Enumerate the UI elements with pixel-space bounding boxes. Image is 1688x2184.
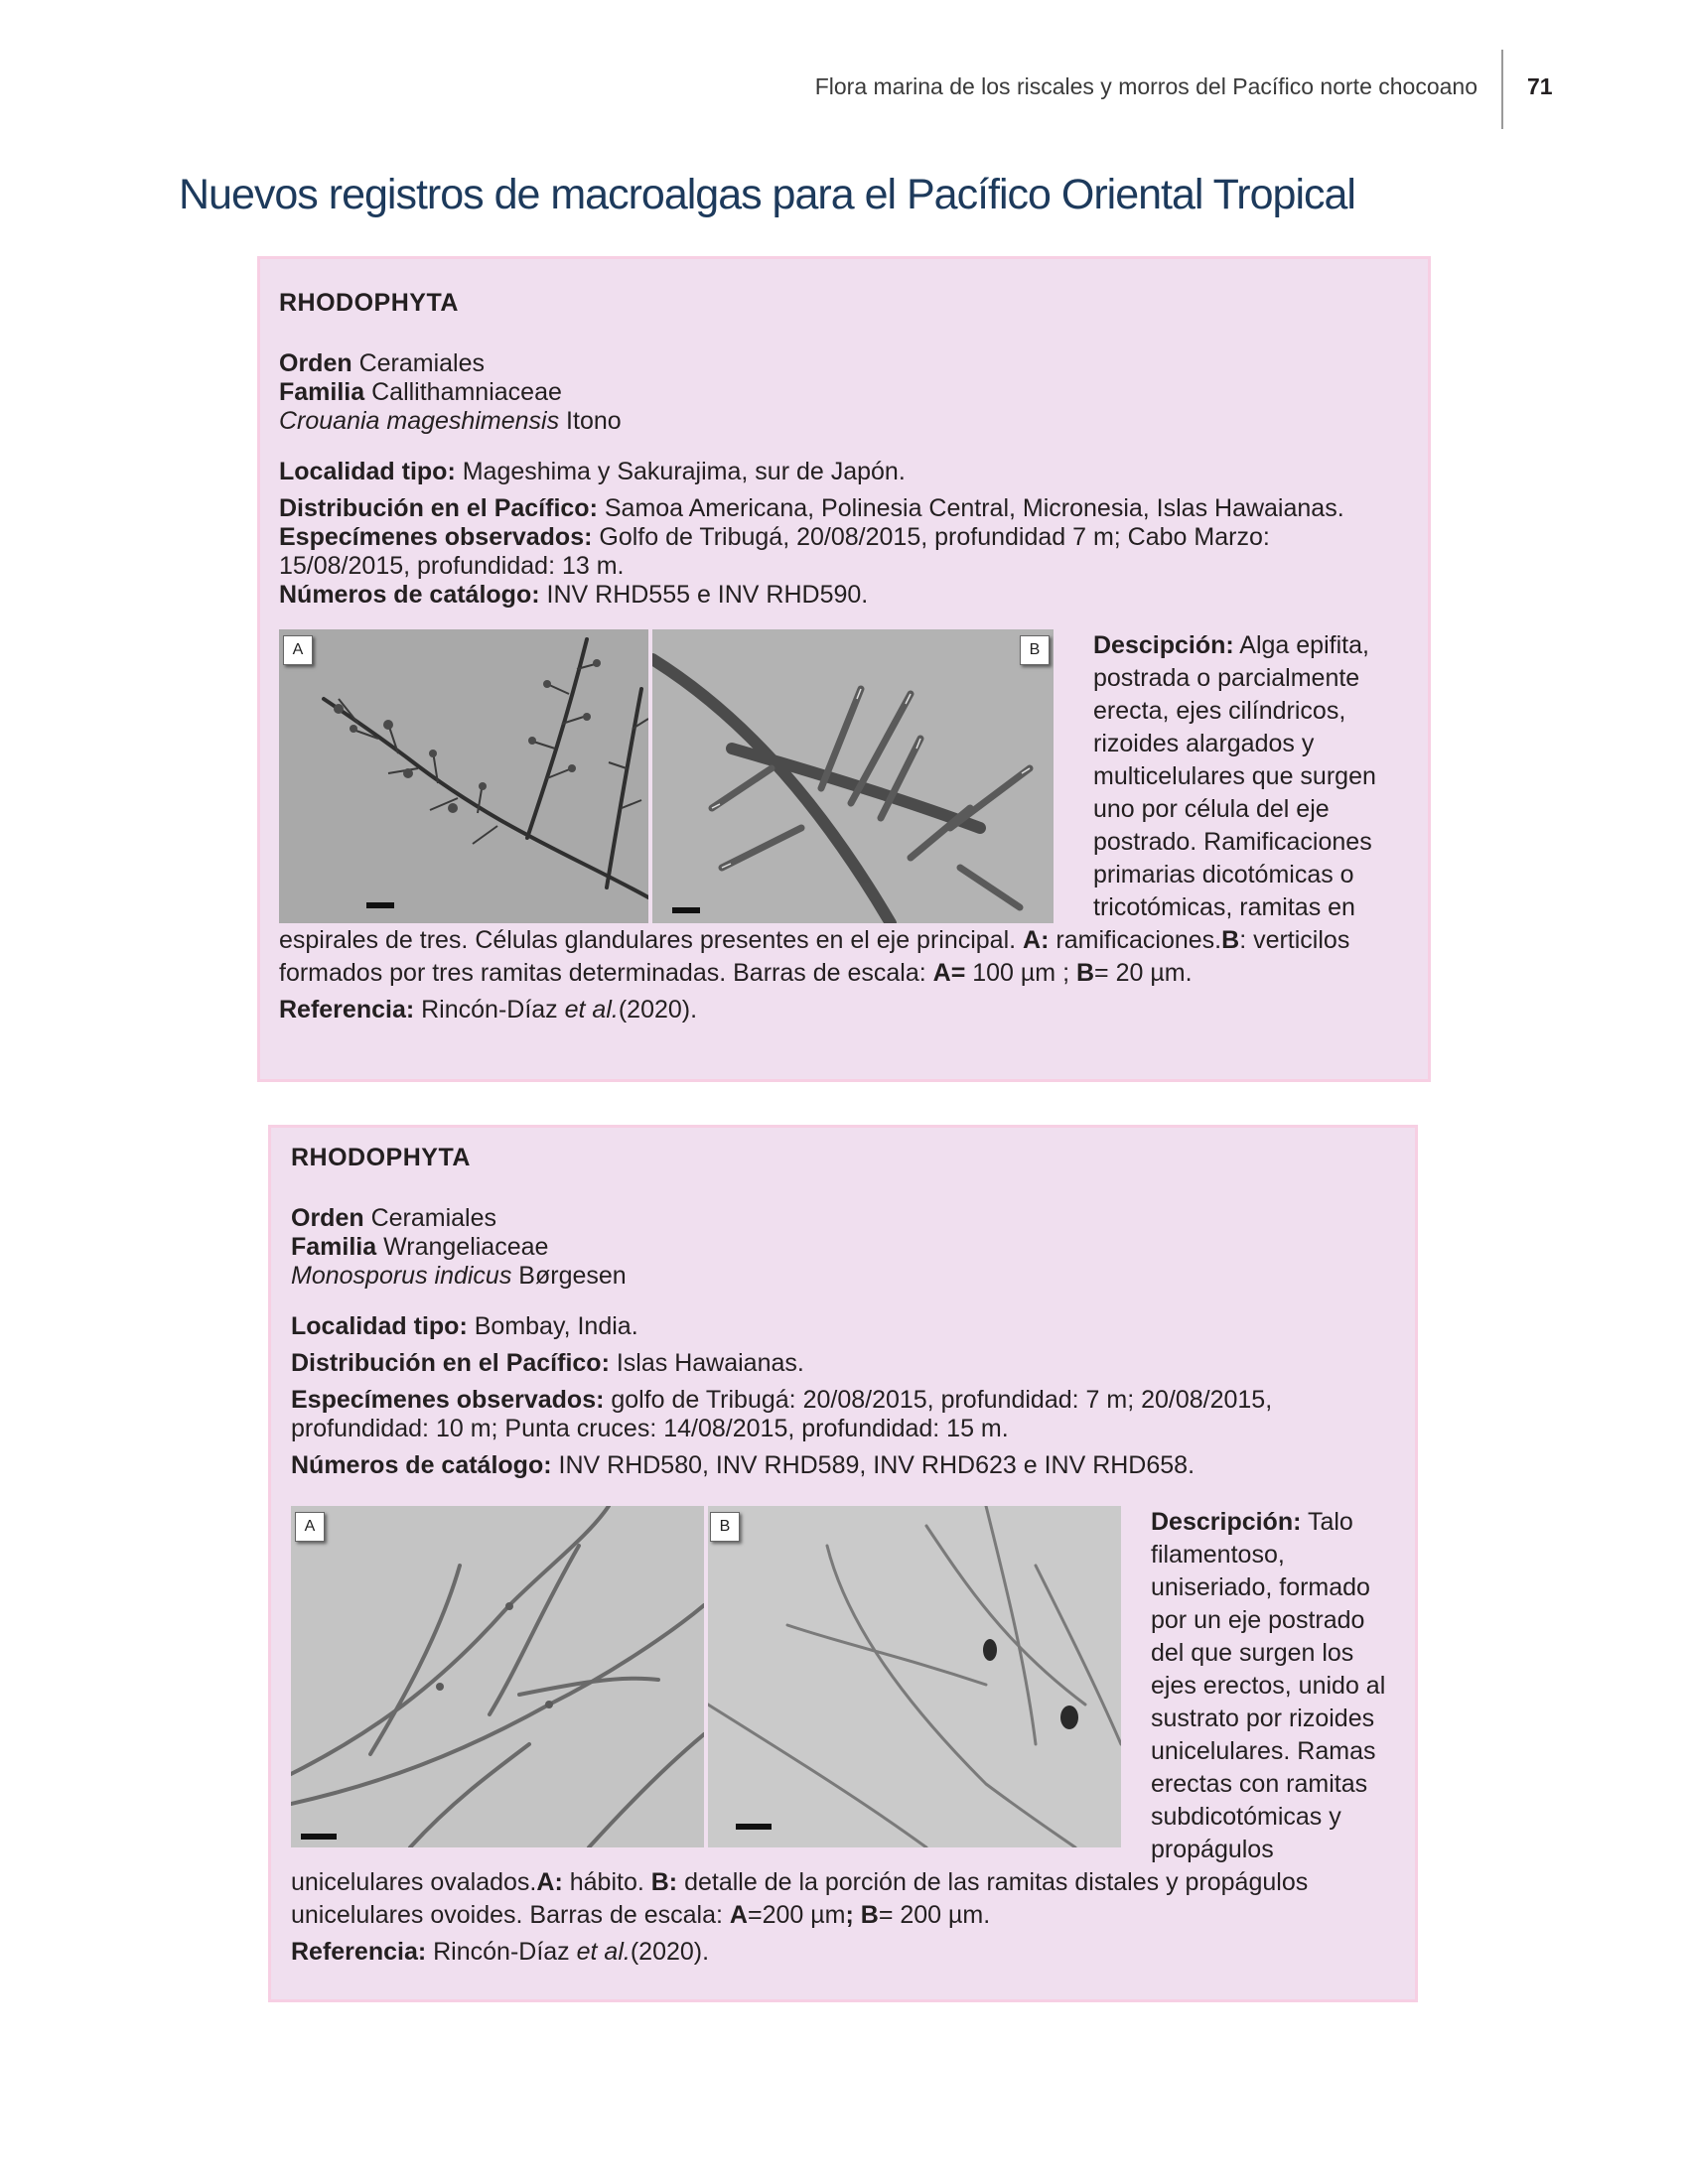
page-title: Nuevos registros de macroalgas para el Pacífico Oriental Tropical [179,171,1355,218]
micrograph-b-image [652,629,1054,923]
numeros-catalogo: Números de catálogo: INV RHD555 e INV RHD590. [279,581,869,609]
orden-line: Orden Ceramiales [279,349,486,377]
panel-label-a: A [295,1512,325,1542]
figure-panels [279,629,1063,923]
especimenes-observados: Especímenes observados: Golfo de Tribugá, 20/08/2015, profundidad 7 m; Cabo Marzo: 15/08/2015, profundidad: 13 m. [279,523,1270,580]
familia-line: Familia Callithamniaceae [279,378,562,406]
species-line: Monosporus indicus Børgesen [291,1262,627,1290]
photo-a-monosporus [291,1506,704,1847]
panel-label-b: B [710,1512,740,1542]
micrograph-a-image [279,629,648,923]
description-text: Descripción: Talo filamentoso, uniseriado, formado por un eje postrado del que surgen los ejes erectos, unido al sustrato por rizoides unicelulares. Ramas erectas con ramitas subdicotómicas y propágulos unicelulares ovalados.A: hábito. B: detalle de la porción de las ramitas distales y propágulos unicelulares ovoides. Barras de escala: A=200 µm; B= 200 µm. [291,1508,1386,1929]
taxonomy-block [279,349,1401,436]
panel-label-b: B [1020,635,1050,665]
photo-b-monosporus [708,1506,1121,1847]
photo-b-crouania [652,629,1054,923]
division-heading: RHODOPHYTA [279,289,459,317]
scale-bar-a [366,902,394,908]
localidad-tipo: Localidad tipo: Bombay, India. [291,1312,638,1340]
record-card-crouania [257,256,1431,1082]
figure-row [291,1506,1398,1966]
micrograph-a-image [291,1506,704,1847]
orden-line: Orden Ceramiales [291,1204,497,1232]
localidad-tipo: Localidad tipo: Mageshima y Sakurajima, sur de Japón. [279,458,906,485]
division-heading: RHODOPHYTA [291,1144,471,1171]
figure-panels [291,1506,1121,1847]
familia-line: Familia Wrangeliaceae [291,1233,549,1261]
scale-bar-b [672,907,700,913]
page-number: 71 [1527,73,1553,99]
species-line: Crouania mageshimensis Itono [279,407,622,435]
taxonomy-block [291,1204,1398,1291]
scale-bar-b [736,1824,772,1830]
panel-label-a: A [283,635,313,665]
record-card-monosporus [268,1125,1418,2002]
referencia: Referencia: Rincón-Díaz et al.(2020). [279,996,698,1024]
scale-bar-a [301,1834,337,1840]
header-divider [1501,50,1503,129]
numeros-catalogo: Números de catálogo: INV RHD580, INV RHD589, INV RHD623 e INV RHD658. [291,1451,1196,1479]
micrograph-b-image [708,1506,1121,1847]
running-title: Flora marina de los riscales y morros del Pacífico norte chocoano [814,73,1477,99]
distribucion-pacifico: Distribución en el Pacífico: Islas Hawaianas. [291,1349,804,1377]
photo-a-crouania [279,629,648,923]
description-text: Descipción: Alga epifita, postrada o parcialmente erecta, ejes cilíndricos, rizoides alargados y multicelulares que surgen uno por célula del eje postrado. Ramificaciones primarias dicotómicas o tricotómicas, ramitas en espirales de tres. Células glandulares presentes en el eje principal. A: ramificaciones.B: verticilos formados por tres ramitas determinadas. Barras de escala: A= 100 µm ; B= 20 µm. [279,631,1376,987]
figure-row [279,629,1401,1024]
referencia: Referencia: Rincón-Díaz et al.(2020). [291,1938,710,1966]
especimenes-observados: Especímenes observados: golfo de Tribugá: 20/08/2015, profundidad: 7 m; 20/08/2015, profundidad: 10 m; Punta cruces: 14/08/2015, profundidad: 15 m. [291,1386,1273,1442]
distribucion-pacifico: Distribución en el Pacífico: Samoa Americana, Polinesia Central, Micronesia, Islas Hawaianas. [279,494,1344,522]
